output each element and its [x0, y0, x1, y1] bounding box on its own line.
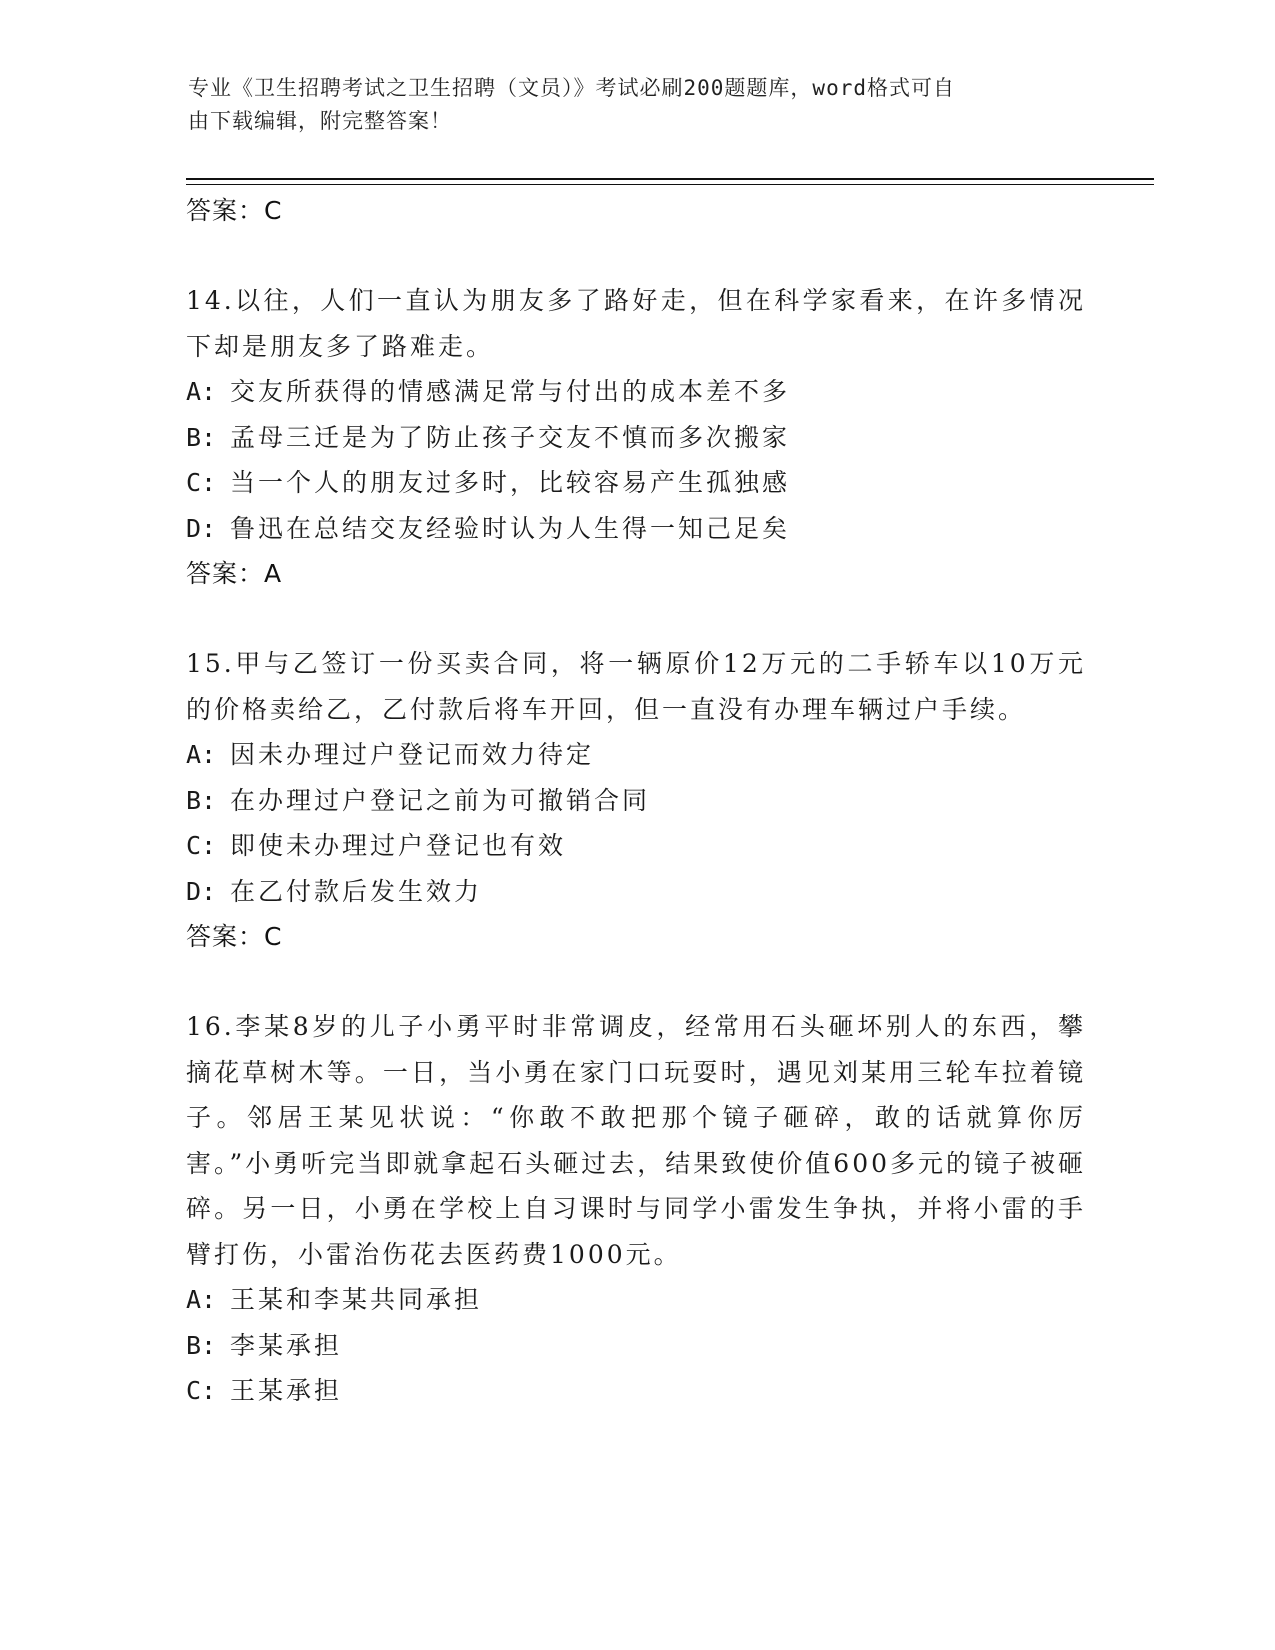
- question-block-15: [186, 641, 1086, 959]
- question-stem: 16.李某8岁的儿子小勇平时非常调皮，经常用石头砸坏别人的东西，攀摘花草树木等。一日，当小勇在家门口玩耍时，遇见刘某用三轮车拉着镜子。邻居王某见状说：“你敢不敢把那个镜子砸碎，敢的话就算你厉害。”小勇听完当即就拿起石头砸过去，结果致使价值600多元的镜子被砸碎。另一日，小勇在学校上自习课时与同学小雷发生争执，并将小雷的手臂打伤，小雷治伤花去医药费1000元。: [186, 1012, 1087, 1269]
- option-letter: A:: [186, 377, 217, 406]
- option-text: 在乙付款后发生效力: [230, 876, 483, 906]
- option-letter: B:: [186, 1330, 217, 1360]
- option-c: [186, 1368, 1086, 1414]
- option-letter: C:: [186, 831, 217, 860]
- option-text: 王某承担: [230, 1376, 343, 1405]
- question-stem: 15.甲与乙签订一份买卖合同，将一辆原价12万元的二手轿车以10万元的价格卖给乙，乙付款后将车开回，但一直没有办理车辆过户手续。: [186, 649, 1086, 724]
- option-b: [186, 415, 1086, 461]
- option-text: 王某和李某共同承担: [230, 1285, 483, 1314]
- question-answer: 答案：C: [186, 922, 283, 951]
- option-d: [186, 869, 1086, 915]
- option-text: 孟母三迁是为了防止孩子交友不慎而多次搬家: [230, 422, 791, 452]
- option-letter: B:: [186, 785, 217, 815]
- spacer: [186, 233, 1086, 278]
- document-body: [186, 188, 1086, 1414]
- header-line-2: 由下载编辑，附完整答案！: [188, 109, 452, 133]
- option-letter: D:: [186, 513, 217, 543]
- option-letter: A:: [186, 1285, 217, 1314]
- question-block-16: [186, 1004, 1086, 1414]
- option-a: [186, 1277, 1086, 1323]
- option-a: [186, 369, 1086, 415]
- option-text: 在办理过户登记之前为可撤销合同: [230, 785, 651, 815]
- option-text: 即使未办理过户登记也有效: [230, 831, 567, 860]
- option-b: [186, 778, 1086, 824]
- option-text: 交友所获得的情感满足常与付出的成本差不多: [230, 377, 791, 406]
- question-stem: 14.以往，人们一直认为朋友多了路好走，但在科学家看来，在许多情况下却是朋友多了路难走。: [186, 286, 1086, 361]
- option-a: [186, 732, 1086, 778]
- option-c: [186, 823, 1086, 869]
- option-letter: D:: [186, 876, 217, 906]
- previous-answer: 答案：C: [186, 196, 283, 225]
- option-b: [186, 1323, 1086, 1369]
- option-text: 当一个人的朋友过多时，比较容易产生孤独感: [230, 468, 791, 497]
- option-letter: C:: [186, 1376, 217, 1405]
- header-rule-thin: [186, 184, 1154, 185]
- option-d: [186, 506, 1086, 552]
- option-letter: A:: [186, 740, 217, 769]
- option-c: [186, 460, 1086, 506]
- option-text: 鲁迅在总结交友经验时认为人生得一知己足矣: [230, 513, 791, 543]
- option-letter: B:: [186, 422, 217, 452]
- header-line-1: 专业《卫生招聘考试之卫生招聘（文员）》考试必刷200题题库，word格式可自: [188, 76, 955, 100]
- option-text: 李某承担: [230, 1330, 343, 1360]
- spacer: [186, 959, 1086, 1004]
- question-block-14: [186, 278, 1086, 596]
- page-header: [188, 72, 1068, 138]
- question-answer: 答案：A: [186, 559, 283, 588]
- header-rule-thick: [186, 178, 1154, 180]
- option-text: 因未办理过户登记而效力待定: [230, 740, 595, 769]
- option-letter: C:: [186, 468, 217, 497]
- spacer: [186, 596, 1086, 641]
